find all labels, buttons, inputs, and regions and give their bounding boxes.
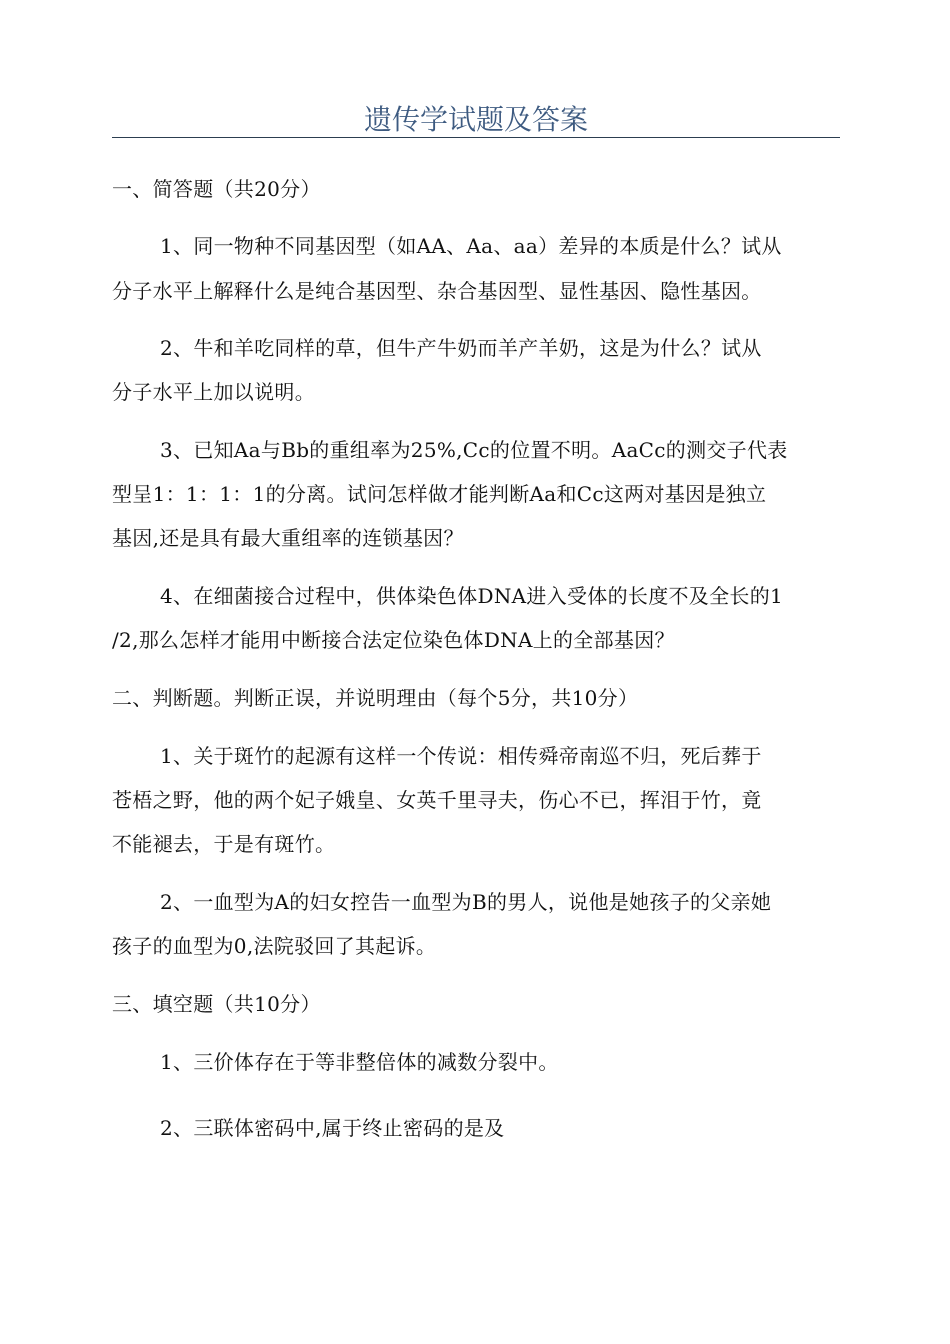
document-title: 遗传学试题及答案 [363,103,588,136]
section-heading: 一、简答题（共20分） [112,177,321,201]
question-line: 苍梧之野，他的两个妃子娥皇、女英千里寻夫，伤心不已，挥泪于竹，竟 [112,788,762,812]
section-heading: 二、判断题。判断正误，并说明理由（每个5分，共10分） [112,686,639,710]
question-line: 分子水平上加以说明。 [112,380,315,404]
question-line: 基因,还是具有最大重组率的连锁基因？ [112,526,464,550]
question-line: 2、一血型为A的妇女控告一血型为B的男人，说他是她孩子的父亲她 [160,890,772,914]
question-line: 1、关于斑竹的起源有这样一个传说：相传舜帝南巡不归，死后葬于 [160,744,762,768]
question-line: 型呈1：1：1：1的分离。试问怎样做才能判断Aa和Cc这两对基因是独立 [112,482,767,506]
question-line: 1、三价体存在于等非整倍体的减数分裂中。 [160,1050,559,1074]
question-line: 分子水平上解释什么是纯合基因型、杂合基因型、显性基因、隐性基因。 [112,279,762,303]
question-line: 2、三联体密码中,属于终止密码的是及 [160,1116,505,1140]
question-line: 1、同一物种不同基因型（如AA、Aa、aa）差异的本质是什么？试从 [160,234,782,258]
question-line: /2,那么怎样才能用中断接合法定位染色体DNA上的全部基因？ [112,628,675,652]
question-line: 2、牛和羊吃同样的草，但牛产牛奶而羊产羊奶，这是为什么？试从 [160,336,762,360]
question-line: 孩子的血型为0,法院驳回了其起诉。 [112,934,437,958]
question-line: 3、已知Aa与Bb的重组率为25%,Cc的位置不明。AaCc的测交子代表 [160,438,788,462]
title-underline [112,137,840,138]
question-line: 不能褪去，于是有斑竹。 [112,832,336,856]
section-heading: 三、填空题（共10分） [112,992,321,1016]
question-line: 4、在细菌接合过程中，供体染色体DNA进入受体的长度不及全长的1 [160,584,784,608]
